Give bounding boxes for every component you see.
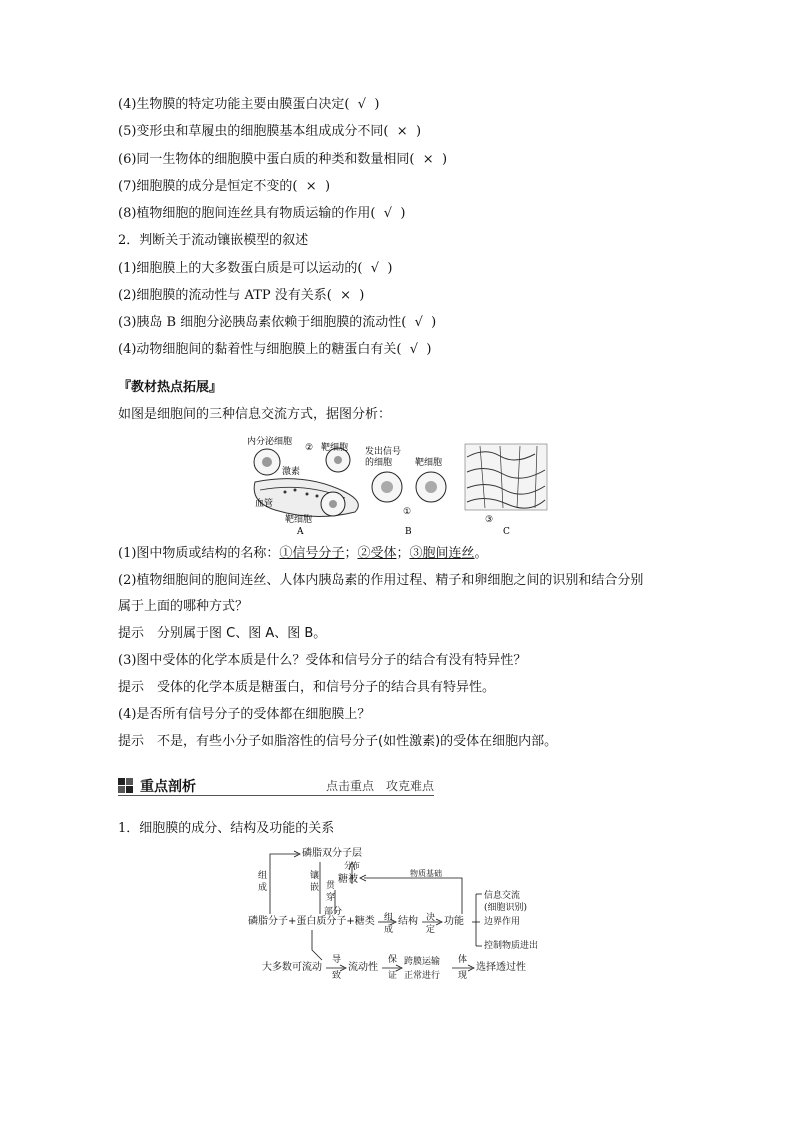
question-2-line-2: 属于上面的哪种方式？ <box>118 599 249 614</box>
label-bao: 保 <box>388 955 398 965</box>
question-3: (3)图中受体的化学本质是什么？受体和信号分子的结合有没有特异性？ <box>118 653 527 668</box>
judge-item-7: (7)细胞膜的成分是恒定不变的( × ) <box>118 179 331 194</box>
label-jue: 决 <box>426 913 436 923</box>
question-2-line-1: (2)植物细胞间的胞间连丝、人体内胰岛素的作用过程、精子和卵细胞之间的识别和结合分别 <box>118 573 644 588</box>
judge-item-5: (5)变形虫和草履虫的细胞膜基本组成成分不同( × ) <box>118 124 422 139</box>
label-hormone: 激素 <box>282 467 301 477</box>
model-item-4: (4)动物细胞间的黏着性与细胞膜上的糖蛋白有关( √ ) <box>118 342 432 357</box>
label-target-b: 靶细胞 <box>415 458 443 468</box>
label-target-1: 靶细胞 <box>321 443 349 453</box>
func-boundary: 边界作用 <box>484 917 521 927</box>
label-qian: 镶 <box>310 871 320 881</box>
relation-title: 1．细胞膜的成分、结构及功能的关系 <box>118 821 335 836</box>
label-zhi: 致 <box>332 971 342 980</box>
node-transport: 跨膜运输 <box>404 957 441 967</box>
key-analysis-title: 重点剖析 <box>140 779 196 795</box>
key-analysis-subtitle: 点击重点 攻克难点 <box>325 779 434 793</box>
label-ti: 体 <box>458 955 468 965</box>
label-zu2: 组 <box>384 913 394 923</box>
node-normal: 正常进行 <box>404 971 441 980</box>
func-control: 控制物质进出 <box>484 941 539 951</box>
node-function: 功能 <box>444 916 464 927</box>
hint-2: 提示 分别属于图 C、图 A、图 B。 <box>118 626 327 641</box>
label-zu: 组 <box>258 871 268 881</box>
judge-item-4: (4)生物膜的特定功能主要由膜蛋白决定( √ ) <box>118 97 380 112</box>
label-sender-1: 发出信号 <box>365 447 402 457</box>
caption-c: C <box>503 527 510 537</box>
model-item-2: (2)细胞膜的流动性与 ATP 没有关系( × ) <box>118 288 365 303</box>
model-item-1: (1)细胞膜上的大多数蛋白质是可以运动的( √ ) <box>118 261 393 276</box>
label-qian2: 嵌 <box>310 883 320 893</box>
label-target-2: 靶细胞 <box>285 515 313 525</box>
node-components: 磷脂分子+蛋白质分子+糖类 <box>248 916 375 927</box>
label-cheng2: 成 <box>384 925 394 935</box>
label-chuan: 穿 <box>326 893 336 903</box>
label-cheng: 成 <box>258 883 268 893</box>
node-fluidity: 流动性 <box>348 962 378 973</box>
judge-item-8: (8)植物细胞的胞间连丝具有物质运输的作用( √ ) <box>118 206 406 221</box>
label-endocrine: 内分泌细胞 <box>247 437 293 447</box>
node-bilayer: 磷脂双分子层 <box>302 848 362 859</box>
membrane-relation-diagram <box>240 840 560 980</box>
hint-3: 提示 受体的化学本质是糖蛋白，和信号分子的结合具有特异性。 <box>118 680 496 695</box>
node-glycocalyx: 糖被 <box>338 874 358 885</box>
label-guan: 贯 <box>326 881 336 891</box>
label-zheng: 证 <box>388 971 398 980</box>
label-plasmodesmata: ③ <box>485 515 494 525</box>
label-vessel: 血管 <box>255 499 274 509</box>
intro-text: 如图是细胞间的三种信息交流方式，据图分析： <box>118 407 392 422</box>
textbook-section-heading: 『教材热点拓展』 <box>118 380 223 395</box>
signal-figure <box>245 432 555 538</box>
key-analysis-header <box>118 774 434 796</box>
func-info-sub: (细胞识别) <box>484 903 528 913</box>
question-1: (1)图中物质或结构的名称：①信号分子；②受体；③胞间连丝。 <box>118 546 488 561</box>
label-signal-molecule: ① <box>403 507 412 517</box>
label-sender-2: 的细胞 <box>365 458 393 468</box>
node-structure: 结构 <box>398 916 418 927</box>
panel-c <box>465 444 547 537</box>
label-material-basis: 物质基础 <box>410 869 442 878</box>
caption-a: A <box>297 527 304 537</box>
label-receptor: ② <box>305 443 314 453</box>
label-ding: 定 <box>426 925 436 935</box>
hint-4: 提示 不是，有些小分子如脂溶性的信号分子(如性激素)的受体在细胞内部。 <box>118 734 558 749</box>
section-2-title: 2．判断关于流动镶嵌模型的叙述 <box>118 233 309 248</box>
panel-a <box>247 435 358 537</box>
label-bufen: 部分 <box>324 907 343 917</box>
node-selective: 选择透过性 <box>476 962 526 973</box>
label-distribute: 分布 <box>344 861 360 870</box>
section-square-icon <box>118 778 134 794</box>
label-xian: 现 <box>458 971 468 980</box>
model-item-3: (3)胰岛 B 细胞分泌胰岛素依赖于细胞膜的流动性( √ ) <box>118 315 437 330</box>
node-mostly-mobile: 大多数可流动 <box>262 962 322 973</box>
func-info: 信息交流 <box>484 891 521 901</box>
question-4: (4)是否所有信号分子的受体都在细胞膜上？ <box>118 707 371 722</box>
judge-item-6: (6)同一生物体的细胞膜中蛋白质的种类和数量相同( × ) <box>118 152 448 167</box>
label-dao: 导 <box>332 955 342 965</box>
caption-b: B <box>405 527 412 537</box>
panel-b <box>365 445 446 537</box>
header-divider <box>118 795 434 796</box>
